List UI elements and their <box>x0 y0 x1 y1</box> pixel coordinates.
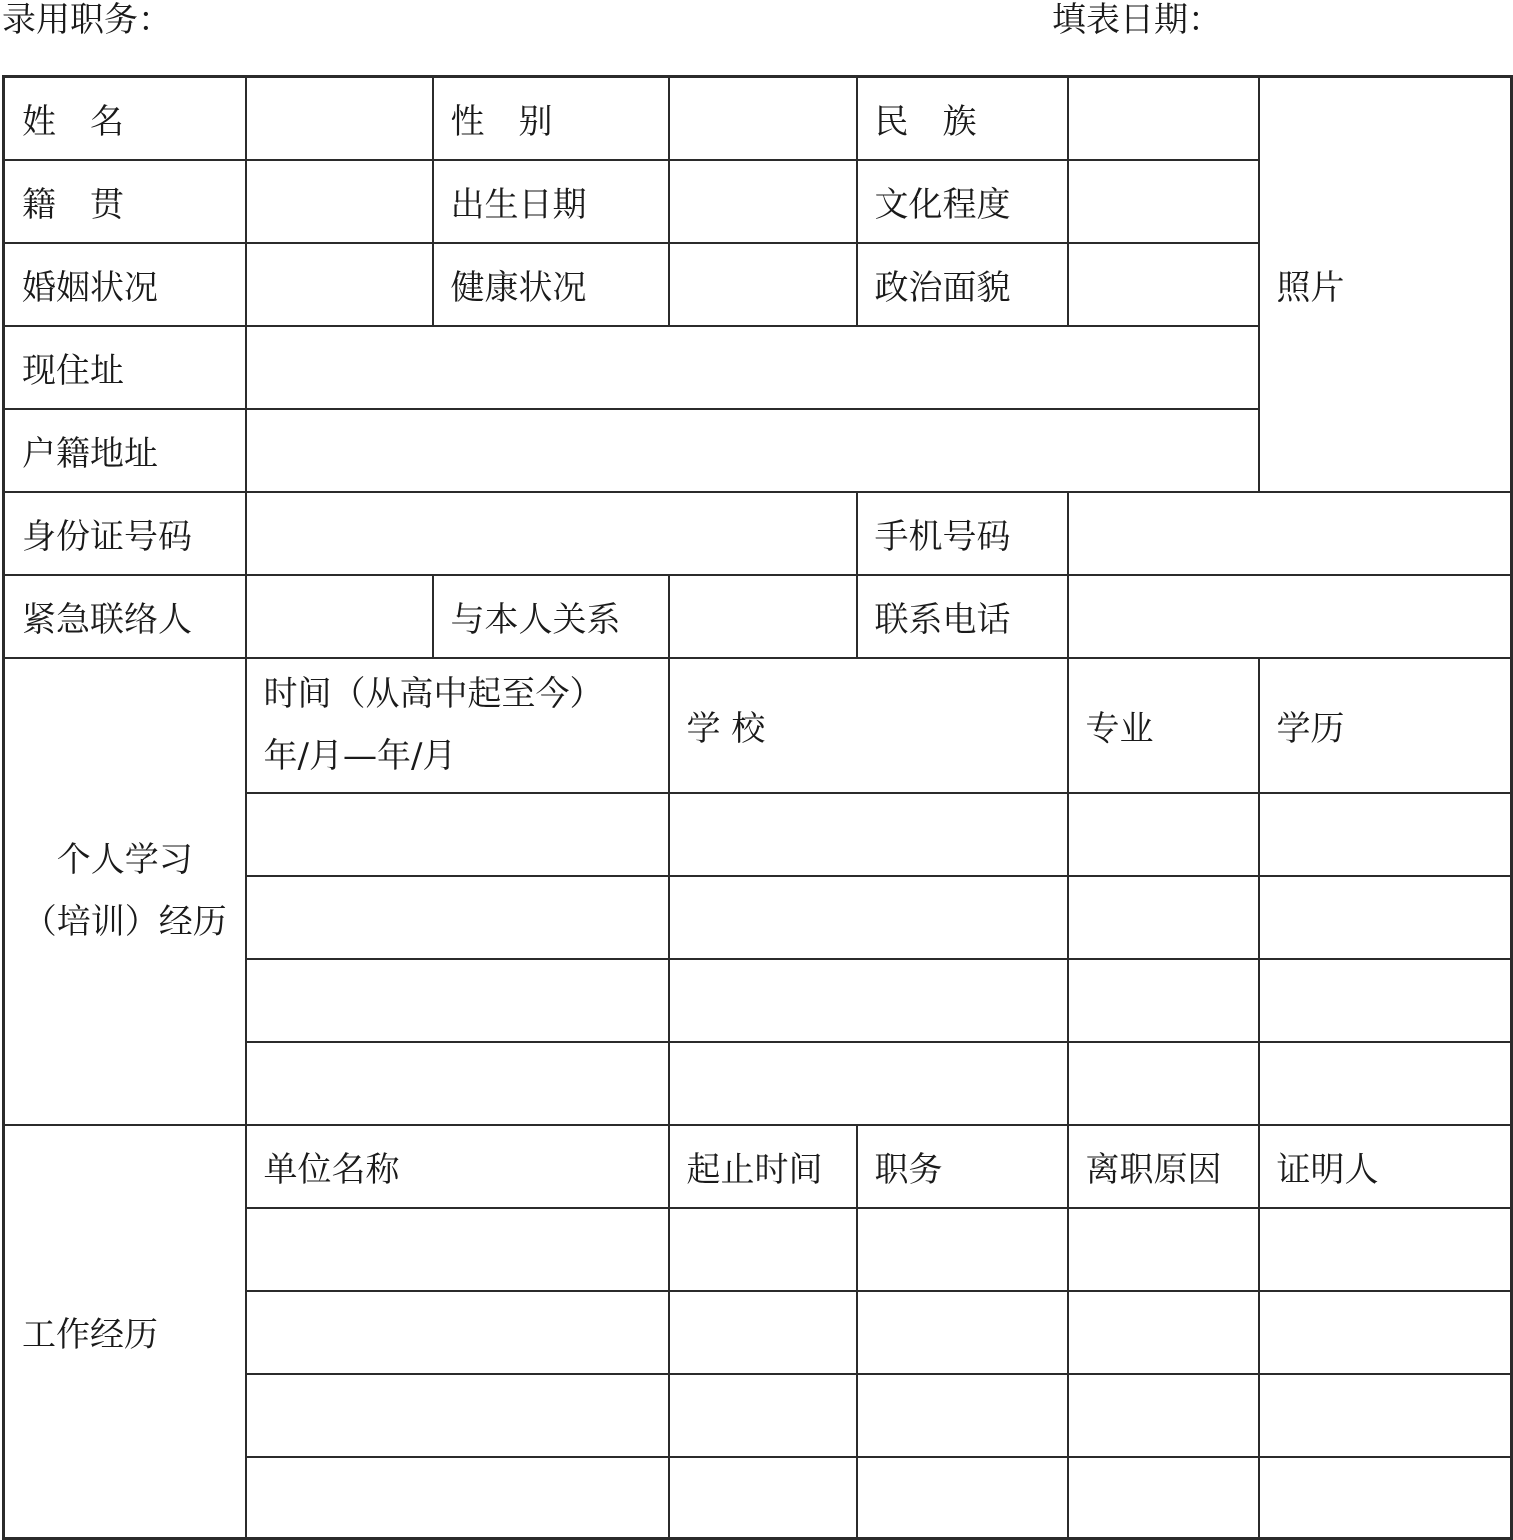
ethnicity-field[interactable] <box>1068 77 1259 160</box>
marital-status-field[interactable] <box>246 243 433 326</box>
political-status-field[interactable] <box>1068 243 1259 326</box>
work-company-cell[interactable] <box>246 1208 669 1291</box>
household-address-label: 户籍地址 <box>4 409 246 492</box>
emergency-contact-label: 紧急联络人 <box>4 575 246 658</box>
position-label: 录用职务： <box>2 0 172 40</box>
marital-status-label: 婚姻状况 <box>4 243 246 326</box>
education-time-header-line1: 时间（从高中起至今） <box>263 674 604 714</box>
health-status-field[interactable] <box>669 243 857 326</box>
education-degree-cell[interactable] <box>1259 876 1512 959</box>
work-period-cell[interactable] <box>669 1291 857 1374</box>
date-label: 填表日期： <box>1052 0 1222 40</box>
education-major-cell[interactable] <box>1068 1042 1259 1125</box>
work-position-cell[interactable] <box>857 1291 1068 1374</box>
household-address-field[interactable] <box>246 409 1259 492</box>
education-school-cell[interactable] <box>669 959 1068 1042</box>
work-reason-cell[interactable] <box>1068 1457 1259 1539</box>
gender-field[interactable] <box>669 77 857 160</box>
work-period-cell[interactable] <box>669 1374 857 1457</box>
ethnicity-label: 民 族 <box>857 77 1068 160</box>
id-number-label: 身份证号码 <box>4 492 246 575</box>
work-reference-cell[interactable] <box>1259 1374 1512 1457</box>
work-reason-cell[interactable] <box>1068 1374 1259 1457</box>
education-time-cell[interactable] <box>246 876 669 959</box>
education-time-header-line2: 年/月—年/月 <box>263 736 457 776</box>
education-time-cell[interactable] <box>246 793 669 876</box>
id-number-field[interactable] <box>246 492 857 575</box>
education-time-cell[interactable] <box>246 959 669 1042</box>
native-place-label: 籍 贯 <box>4 160 246 243</box>
work-company-header: 单位名称 <box>246 1125 669 1208</box>
education-level-field[interactable] <box>1068 160 1259 243</box>
mobile-number-label: 手机号码 <box>857 492 1068 575</box>
work-period-cell[interactable] <box>669 1208 857 1291</box>
education-section-label <box>4 658 246 1125</box>
mobile-number-field[interactable] <box>1068 492 1512 575</box>
photo-box[interactable]: 照片 <box>1259 77 1512 492</box>
name-label: 姓 名 <box>4 77 246 160</box>
work-position-header: 职务 <box>857 1125 1068 1208</box>
work-position-cell[interactable] <box>857 1374 1068 1457</box>
education-section-label-line1: 个人学习 <box>56 840 193 880</box>
contact-phone-field[interactable] <box>1068 575 1512 658</box>
birth-date-label: 出生日期 <box>433 160 669 243</box>
work-position-cell[interactable] <box>857 1208 1068 1291</box>
current-address-field[interactable] <box>246 326 1259 409</box>
education-major-cell[interactable] <box>1068 793 1259 876</box>
education-school-cell[interactable] <box>669 876 1068 959</box>
work-reference-cell[interactable] <box>1259 1208 1512 1291</box>
education-major-header: 专业 <box>1068 658 1259 793</box>
relationship-field[interactable] <box>669 575 857 658</box>
application-form-table <box>2 75 1513 1540</box>
education-section-label-line2: （培训）经历 <box>22 902 227 942</box>
work-position-cell[interactable] <box>857 1457 1068 1539</box>
work-reference-header: 证明人 <box>1259 1125 1512 1208</box>
education-major-cell[interactable] <box>1068 959 1259 1042</box>
contact-phone-label: 联系电话 <box>857 575 1068 658</box>
work-reference-cell[interactable] <box>1259 1291 1512 1374</box>
education-school-cell[interactable] <box>669 1042 1068 1125</box>
education-school-cell[interactable] <box>669 793 1068 876</box>
work-reason-cell[interactable] <box>1068 1291 1259 1374</box>
education-degree-cell[interactable] <box>1259 959 1512 1042</box>
work-company-cell[interactable] <box>246 1457 669 1539</box>
education-degree-cell[interactable] <box>1259 793 1512 876</box>
work-section-label: 工作经历 <box>4 1125 246 1539</box>
education-time-cell[interactable] <box>246 1042 669 1125</box>
name-field[interactable] <box>246 77 433 160</box>
education-degree-header: 学历 <box>1259 658 1512 793</box>
gender-label: 性 别 <box>433 77 669 160</box>
education-school-header: 学 校 <box>669 658 1068 793</box>
work-period-header: 起止时间 <box>669 1125 857 1208</box>
work-reason-header: 离职原因 <box>1068 1125 1259 1208</box>
work-company-cell[interactable] <box>246 1374 669 1457</box>
education-major-cell[interactable] <box>1068 876 1259 959</box>
emergency-contact-field[interactable] <box>246 575 433 658</box>
political-status-label: 政治面貌 <box>857 243 1068 326</box>
work-reason-cell[interactable] <box>1068 1208 1259 1291</box>
work-period-cell[interactable] <box>669 1457 857 1539</box>
birth-date-field[interactable] <box>669 160 857 243</box>
work-company-cell[interactable] <box>246 1291 669 1374</box>
relationship-label: 与本人关系 <box>433 575 669 658</box>
health-status-label: 健康状况 <box>433 243 669 326</box>
education-time-header <box>246 658 669 793</box>
current-address-label: 现住址 <box>4 326 246 409</box>
work-reference-cell[interactable] <box>1259 1457 1512 1539</box>
native-place-field[interactable] <box>246 160 433 243</box>
education-degree-cell[interactable] <box>1259 1042 1512 1125</box>
education-level-label: 文化程度 <box>857 160 1068 243</box>
